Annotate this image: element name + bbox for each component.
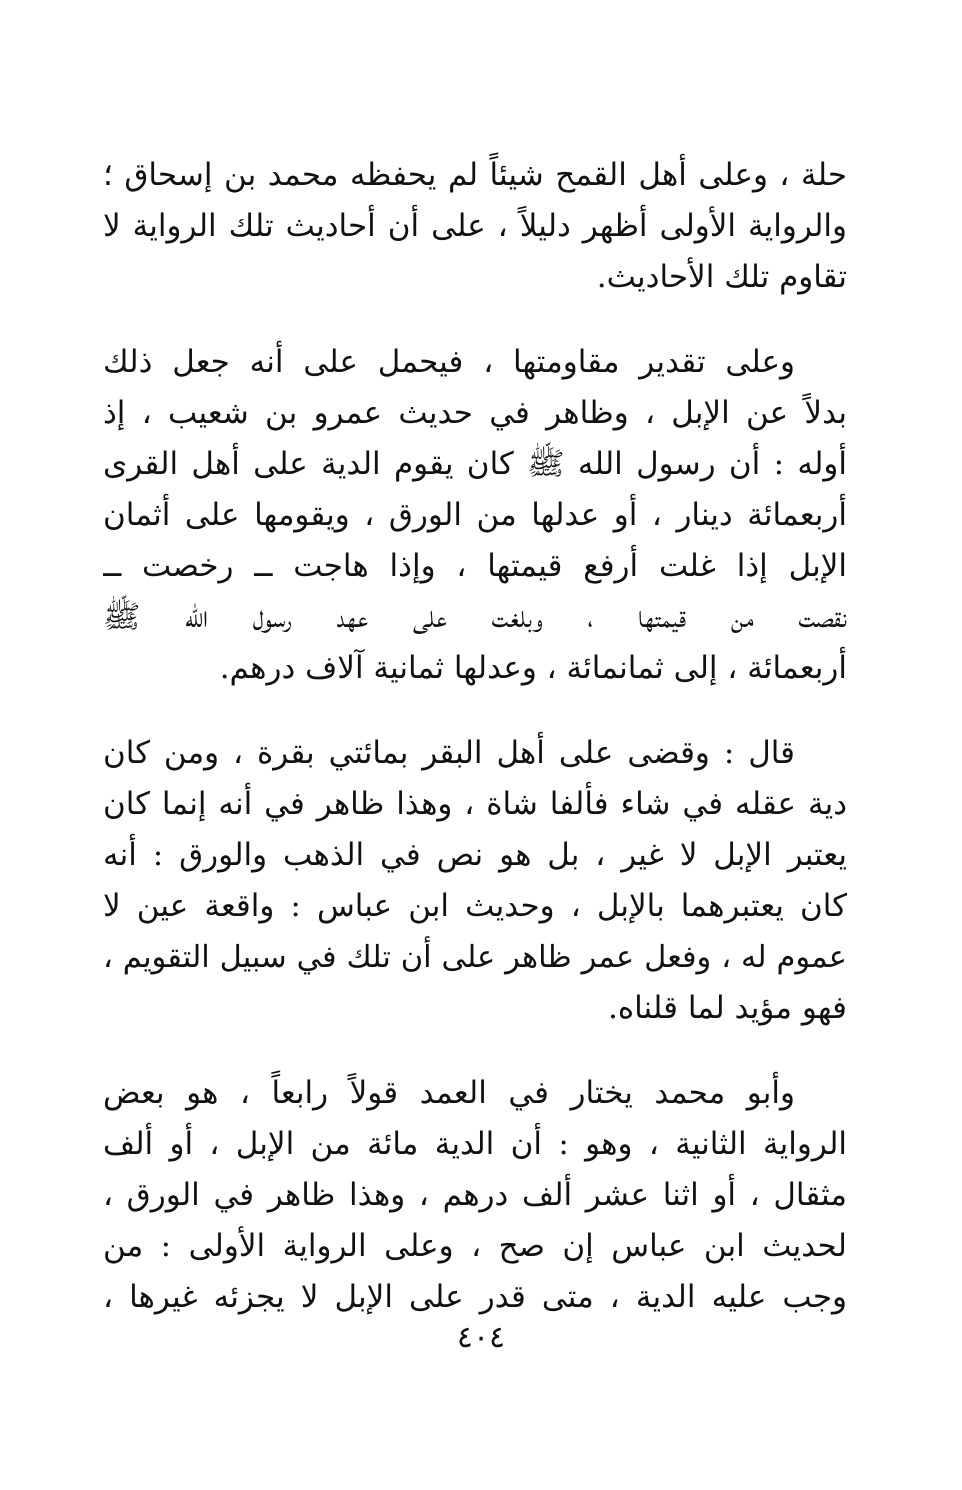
text-line: عموم له ، وفعل عمر ظاهر على أن تلك في سبيل التقويم ، (103, 940, 847, 975)
text-line: قال : وقضى على أهل البقر بمائتي بقرة ، ومن كان (103, 735, 795, 771)
text-line: مثقال ، أو اثنا عشر ألف درهم ، وهذا ظاهر في الورق ، (103, 1177, 847, 1213)
text-line: بدلاً عن الإبل ، وظاهر في حديث عمرو بن شعيب ، إذ (103, 395, 847, 431)
text-line: تقاوم تلك الأحاديث. (596, 259, 847, 295)
text-line: أوله : أن رسول الله ﷺ كان يقوم الدية على أهل القرى (103, 446, 847, 482)
text-line: كان يعتبرهما بالإبل ، وحديث ابن عباس : واقعة عين لا (103, 888, 847, 924)
text-line: الإبل إذا غلت أرفع قيمتها ، وإذا هاجت ــ رخصت ــ (103, 548, 847, 584)
text-line: أربعمائة ، إلى ثمانمائة ، وعدلها ثمانية آلاف درهم. (219, 650, 847, 686)
text-line: والرواية الأولى أظهر دليلاً ، على أن أحاديث تلك الرواية لا (103, 208, 847, 244)
page-number: ٤٠٤ (456, 1320, 506, 1355)
text-line: نقصت من قيمتها ، وبلغت على عهد رسول الله ﷺ (103, 599, 847, 635)
paragraph-3 (103, 728, 847, 1034)
text-line: وعلى تقدير مقاومتها ، فيحمل على أنه جعل ذلك (103, 344, 795, 380)
paragraph-1 (103, 150, 847, 303)
text-line: أربعمائة دينار ، أو عدلها من الورق ، ويقومها على أثمان (103, 497, 847, 533)
text-line: يعتبر الإبل لا غير ، بل هو نص في الذهب والورق : أنه (103, 837, 847, 873)
text-line: دية عقله في شاء فألفا شاة ، وهذا ظاهر في أنه إنما كان (103, 786, 847, 822)
text-line: وجب عليه الدية ، متى قدر على الإبل لا يجزئه غيرها ، (103, 1279, 847, 1315)
text-line: فهو مؤيد لما قلناه. (608, 990, 847, 1026)
text-line: وأبو محمد يختار في العمد قولاً رابعاً ، هو بعض (103, 1075, 795, 1111)
paragraph-4 (103, 1068, 847, 1323)
paragraph-2 (103, 337, 847, 694)
page-body-text (103, 150, 847, 1323)
text-line: حلة ، وعلى أهل القمح شيئاً لم يحفظه محمد بن إسحاق ؛ (103, 157, 847, 193)
text-line: الرواية الثانية ، وهو : أن الدية مائة من الإبل ، أو ألف (103, 1126, 847, 1162)
text-line: لحديث ابن عباس إن صح ، وعلى الرواية الأولى : من (103, 1228, 847, 1264)
